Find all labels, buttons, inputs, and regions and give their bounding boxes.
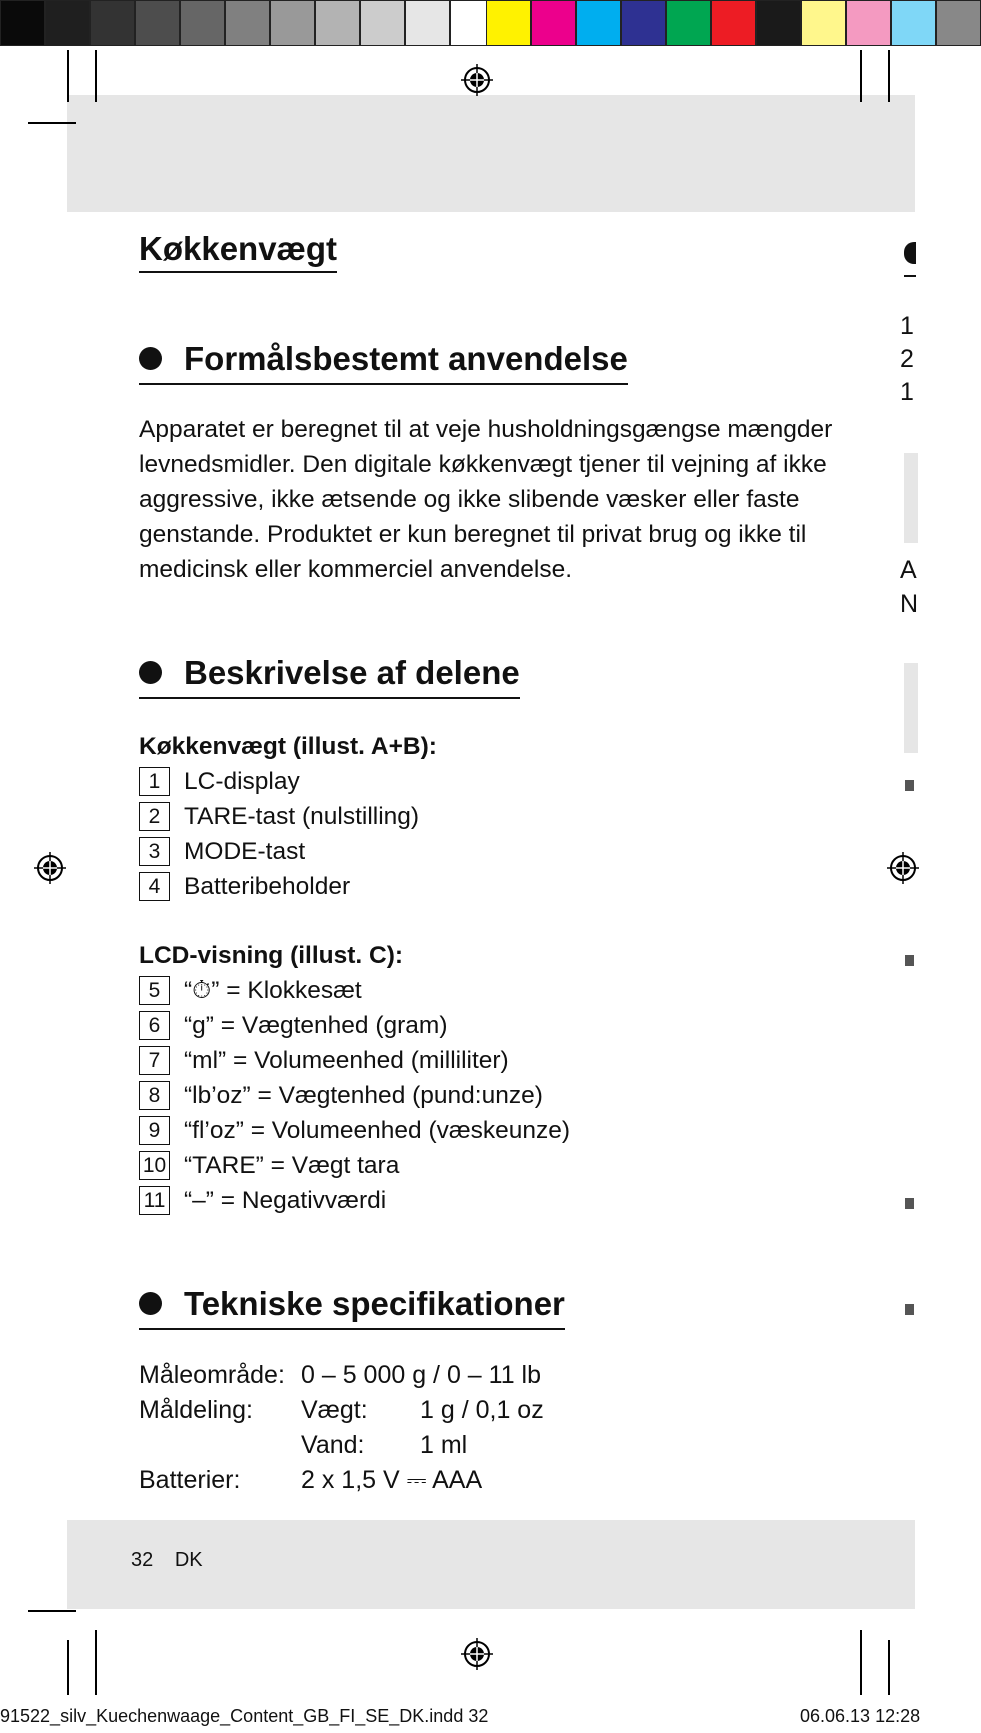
specs-label: Måleområde: [139, 1361, 285, 1389]
registration-mark-icon [459, 1636, 495, 1672]
gray-swatch [90, 0, 135, 46]
language-code: DK [174, 1549, 203, 1571]
color-swatch [531, 0, 576, 46]
specs-value: Vægt: [301, 1396, 368, 1424]
paragraph-line: medicinsk eller kommerciel anvendelse. [139, 556, 573, 583]
item-number: 11 [139, 1186, 170, 1215]
item-text: MODE-tast [184, 837, 306, 865]
item-text: “⏱” = Klokkesæt [184, 976, 362, 1004]
item-text: “TARE” = Vægt tara [184, 1151, 400, 1179]
registration-mark-icon [459, 62, 495, 98]
item-text: TARE-tast (nulstilling) [184, 802, 420, 830]
next-page-text-fragment: N [900, 590, 919, 618]
next-page-rule-fragment [904, 275, 916, 277]
paragraph-line: Apparatet er beregnet til at veje husholdningsgængse mængder [139, 416, 833, 443]
section-heading-intended-use [139, 342, 628, 385]
crop-mark [28, 122, 76, 124]
bullet-icon [139, 347, 162, 370]
specs-value: 2 x 1,5 V ⎓ AAA [301, 1466, 483, 1494]
subheading-lcd: LCD-visning (illust. C): [139, 942, 404, 969]
parts-list-scale [139, 764, 419, 904]
list-item [139, 764, 419, 799]
color-swatch [801, 0, 846, 46]
item-text: “fl’oz” = Volumeenhed (væskeunze) [184, 1116, 571, 1144]
list-item [139, 1148, 570, 1183]
specs-value: 0 – 5 000 g / 0 – 11 lb [301, 1361, 542, 1389]
slug-datetime: 06.06.13 12:28 [800, 1706, 921, 1726]
gray-swatch [270, 0, 315, 46]
specs-value: 1 ml [420, 1431, 468, 1459]
crop-mark [860, 1630, 862, 1695]
bullet-icon [139, 1292, 162, 1315]
color-swatch [486, 0, 531, 46]
color-swatch [756, 0, 801, 46]
gray-swatch [405, 0, 450, 46]
item-number: 8 [139, 1081, 170, 1110]
next-page-text-fragment: A [900, 556, 917, 584]
item-text: “g” = Vægtenhed (gram) [184, 1011, 448, 1039]
crop-mark [888, 50, 890, 102]
list-item [139, 834, 419, 869]
list-item [139, 799, 419, 834]
item-text: LC-display [184, 767, 300, 795]
bullet-icon [139, 661, 162, 684]
item-text: “lb’oz” = Vægtenhed (pund:unze) [184, 1081, 543, 1109]
list-item [139, 1113, 570, 1148]
next-page-bullet-fragment [905, 955, 914, 966]
crop-mark [28, 1610, 76, 1612]
item-number: 7 [139, 1046, 170, 1075]
list-item [139, 1183, 570, 1218]
page-title: Køkkenvægt [139, 232, 337, 273]
crop-mark [95, 50, 97, 102]
next-page-box-fragment [904, 453, 918, 543]
color-swatch [936, 0, 981, 46]
next-page-text-fragment: 1 [900, 312, 914, 340]
next-page-bullet-fragment [904, 242, 916, 264]
item-text: “–” = Negativværdi [184, 1186, 387, 1214]
next-page-box-fragment [904, 663, 918, 753]
item-number: 5 [139, 976, 170, 1005]
crop-mark [860, 50, 862, 102]
intended-use-paragraph [139, 412, 839, 587]
paragraph-line: genstande. Produktet er kun beregnet til privat brug og ikke til [139, 521, 807, 548]
registration-mark-icon [32, 850, 68, 886]
item-number: 4 [139, 872, 170, 901]
color-swatch [576, 0, 621, 46]
section-heading-text: Formålsbestemt anvendelse [184, 340, 628, 377]
gray-swatch [360, 0, 405, 46]
gray-swatch [180, 0, 225, 46]
item-number: 6 [139, 1011, 170, 1040]
page-footer [131, 1549, 203, 1572]
crop-mark [888, 1640, 890, 1695]
list-item [139, 973, 570, 1008]
gray-swatch [0, 0, 45, 46]
top-margin-band [67, 95, 915, 212]
crop-mark [67, 1640, 69, 1695]
slug-filename: 91522_silv_Kuechenwaage_Content_GB_FI_SE_DK.indd 32 [0, 1706, 489, 1726]
item-number: 2 [139, 802, 170, 831]
list-item [139, 1008, 570, 1043]
list-item [139, 1043, 570, 1078]
color-swatch [846, 0, 891, 46]
section-heading-text: Beskrivelse af delene [184, 654, 520, 691]
next-page-bullet-fragment [905, 1304, 914, 1315]
gray-swatch [225, 0, 270, 46]
next-page-bullet-fragment [905, 780, 914, 791]
next-page-bullet-fragment [905, 1198, 914, 1209]
item-number: 9 [139, 1116, 170, 1145]
subheading-scale: Køkkenvægt (illust. A+B): [139, 733, 437, 760]
color-swatch [711, 0, 756, 46]
specs-label: Batterier: [139, 1466, 241, 1494]
crop-mark [95, 1630, 97, 1695]
paragraph-line: levnedsmidler. Den digitale køkkenvægt tjener til vejning af ikke [139, 451, 827, 478]
section-heading-text: Tekniske specifikationer [184, 1285, 565, 1322]
item-text: Batteribeholder [184, 872, 351, 900]
parts-list-lcd [139, 973, 570, 1218]
section-heading-parts [139, 656, 520, 699]
color-swatch [621, 0, 666, 46]
registration-mark-icon [885, 850, 921, 886]
list-item [139, 869, 419, 904]
item-number: 1 [139, 767, 170, 796]
next-page-text-fragment: 2 [900, 345, 914, 373]
next-page-text-fragment: 1 [900, 378, 914, 406]
gray-swatch [135, 0, 180, 46]
page-number: 32 [131, 1549, 154, 1571]
gray-swatch [45, 0, 90, 46]
color-swatch [666, 0, 711, 46]
item-number: 3 [139, 837, 170, 866]
specs-value: 1 g / 0,1 oz [420, 1396, 544, 1424]
crop-mark [67, 50, 69, 102]
item-number: 10 [139, 1151, 170, 1180]
section-heading-specs [139, 1287, 565, 1330]
item-text: “ml” = Volumeenhed (milliliter) [184, 1046, 509, 1074]
gray-swatch [315, 0, 360, 46]
color-swatch [891, 0, 936, 46]
specs-label: Måldeling: [139, 1396, 253, 1424]
specs-value: Vand: [301, 1431, 365, 1459]
paragraph-line: aggressive, ikke ætsende og ikke slibende væsker eller faste [139, 486, 800, 513]
list-item [139, 1078, 570, 1113]
